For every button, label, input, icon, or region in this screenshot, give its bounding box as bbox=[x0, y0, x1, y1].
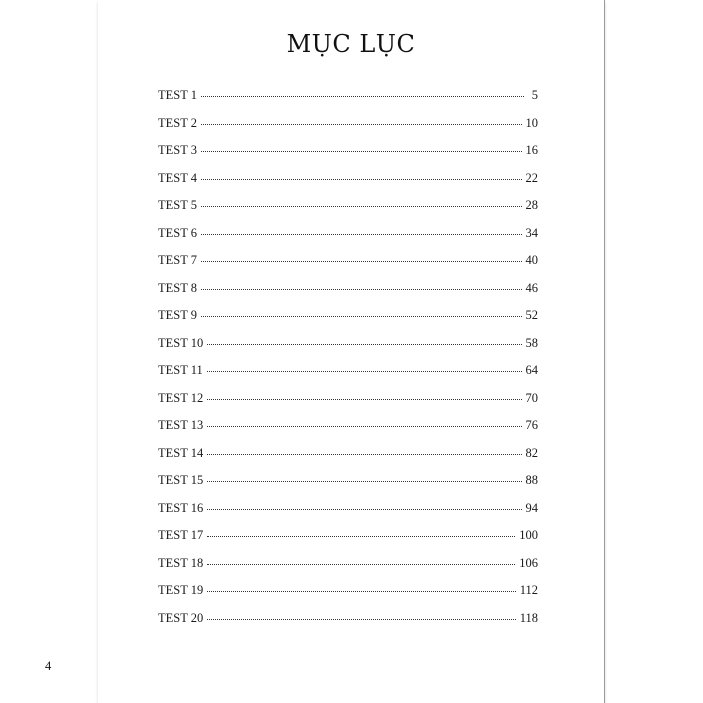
toc-dot-leader bbox=[207, 591, 515, 592]
toc-entry-label: TEST 20 bbox=[158, 610, 204, 625]
document-page bbox=[98, 0, 605, 703]
toc-entry-label: TEST 3 bbox=[158, 143, 198, 157]
toc-dot-leader bbox=[207, 536, 515, 537]
toc-entry-page: 16 bbox=[525, 143, 538, 157]
toc-entry[interactable] bbox=[158, 446, 538, 474]
toc-entry-page: 94 bbox=[525, 500, 538, 515]
toc-dot-leader bbox=[201, 261, 521, 262]
toc-entry-label: TEST 16 bbox=[158, 500, 204, 515]
toc-entry-page: 46 bbox=[525, 280, 538, 295]
toc-dot-leader bbox=[201, 316, 521, 317]
toc-entry[interactable] bbox=[158, 143, 538, 171]
toc-dot-leader bbox=[207, 426, 521, 427]
toc-entry[interactable] bbox=[158, 336, 538, 364]
toc-entry-page: 118 bbox=[519, 610, 538, 625]
toc-entry[interactable] bbox=[158, 308, 538, 336]
toc-entry[interactable] bbox=[158, 198, 538, 226]
toc-dot-leader bbox=[201, 179, 521, 180]
toc-entry-page: 112 bbox=[519, 583, 538, 597]
toc-entry-label: TEST 8 bbox=[158, 280, 198, 295]
toc-entry-page: 100 bbox=[519, 528, 538, 542]
toc-entry-page: 28 bbox=[525, 198, 538, 212]
toc-entry[interactable] bbox=[158, 611, 538, 639]
toc-dot-leader bbox=[207, 619, 515, 620]
toc-dot-leader bbox=[201, 289, 521, 290]
toc-entry-page: 10 bbox=[525, 115, 538, 130]
table-of-contents bbox=[158, 88, 538, 638]
toc-dot-leader bbox=[201, 151, 521, 152]
page-number: 4 bbox=[45, 659, 52, 673]
toc-entry-label: TEST 11 bbox=[158, 363, 203, 377]
toc-dot-leader bbox=[201, 124, 521, 125]
toc-dot-leader bbox=[207, 481, 521, 482]
toc-entry-page: 88 bbox=[525, 473, 538, 487]
toc-entry-label: TEST 4 bbox=[158, 170, 198, 185]
toc-entry[interactable] bbox=[158, 528, 538, 556]
toc-entry-label: TEST 19 bbox=[158, 583, 204, 597]
toc-entry[interactable] bbox=[158, 391, 538, 419]
toc-dot-leader bbox=[201, 206, 521, 207]
toc-dot-leader bbox=[207, 454, 521, 455]
toc-entry-page: 70 bbox=[525, 390, 538, 405]
toc-entry-page: 5 bbox=[531, 88, 538, 102]
toc-entry-page: 106 bbox=[519, 555, 538, 570]
page-title: MỤC LỤC bbox=[286, 30, 416, 58]
toc-entry-label: TEST 7 bbox=[158, 253, 198, 267]
toc-entry-label: TEST 17 bbox=[158, 528, 204, 542]
toc-entry[interactable] bbox=[158, 281, 538, 309]
toc-entry-label: TEST 18 bbox=[158, 555, 204, 570]
toc-entry-page: 52 bbox=[525, 308, 538, 322]
toc-entry-label: TEST 14 bbox=[158, 445, 204, 460]
toc-dot-leader bbox=[201, 234, 521, 235]
toc-entry-label: TEST 1 bbox=[158, 88, 198, 102]
toc-entry[interactable] bbox=[158, 473, 538, 501]
toc-entry-page: 40 bbox=[525, 253, 538, 267]
toc-entry-page: 34 bbox=[525, 225, 538, 240]
toc-entry[interactable] bbox=[158, 171, 538, 199]
toc-entry[interactable] bbox=[158, 583, 538, 611]
toc-dot-leader bbox=[207, 371, 522, 372]
toc-entry-label: TEST 5 bbox=[158, 198, 198, 212]
toc-entry-label: TEST 6 bbox=[158, 225, 198, 240]
toc-entry-label: TEST 15 bbox=[158, 473, 204, 487]
toc-entry[interactable] bbox=[158, 88, 538, 116]
toc-entry-page: 82 bbox=[525, 445, 538, 460]
toc-dot-leader bbox=[207, 564, 515, 565]
toc-entry-label: TEST 10 bbox=[158, 335, 204, 350]
toc-entry[interactable] bbox=[158, 418, 538, 446]
toc-entry[interactable] bbox=[158, 556, 538, 584]
toc-dot-leader bbox=[207, 509, 521, 510]
toc-entry-label: TEST 9 bbox=[158, 308, 198, 322]
toc-entry-page: 58 bbox=[525, 335, 538, 350]
toc-entry[interactable] bbox=[158, 253, 538, 281]
toc-dot-leader bbox=[207, 399, 521, 400]
toc-dot-leader bbox=[207, 344, 521, 345]
toc-entry[interactable] bbox=[158, 226, 538, 254]
toc-entry-page: 64 bbox=[525, 363, 538, 377]
toc-entry[interactable] bbox=[158, 116, 538, 144]
toc-dot-leader bbox=[201, 96, 524, 97]
toc-entry-page: 76 bbox=[525, 418, 538, 432]
toc-entry[interactable] bbox=[158, 363, 538, 391]
toc-entry-label: TEST 12 bbox=[158, 390, 204, 405]
toc-entry-page: 22 bbox=[525, 170, 538, 185]
toc-entry-label: TEST 2 bbox=[158, 115, 198, 130]
toc-entry-label: TEST 13 bbox=[158, 418, 204, 432]
toc-entry[interactable] bbox=[158, 501, 538, 529]
